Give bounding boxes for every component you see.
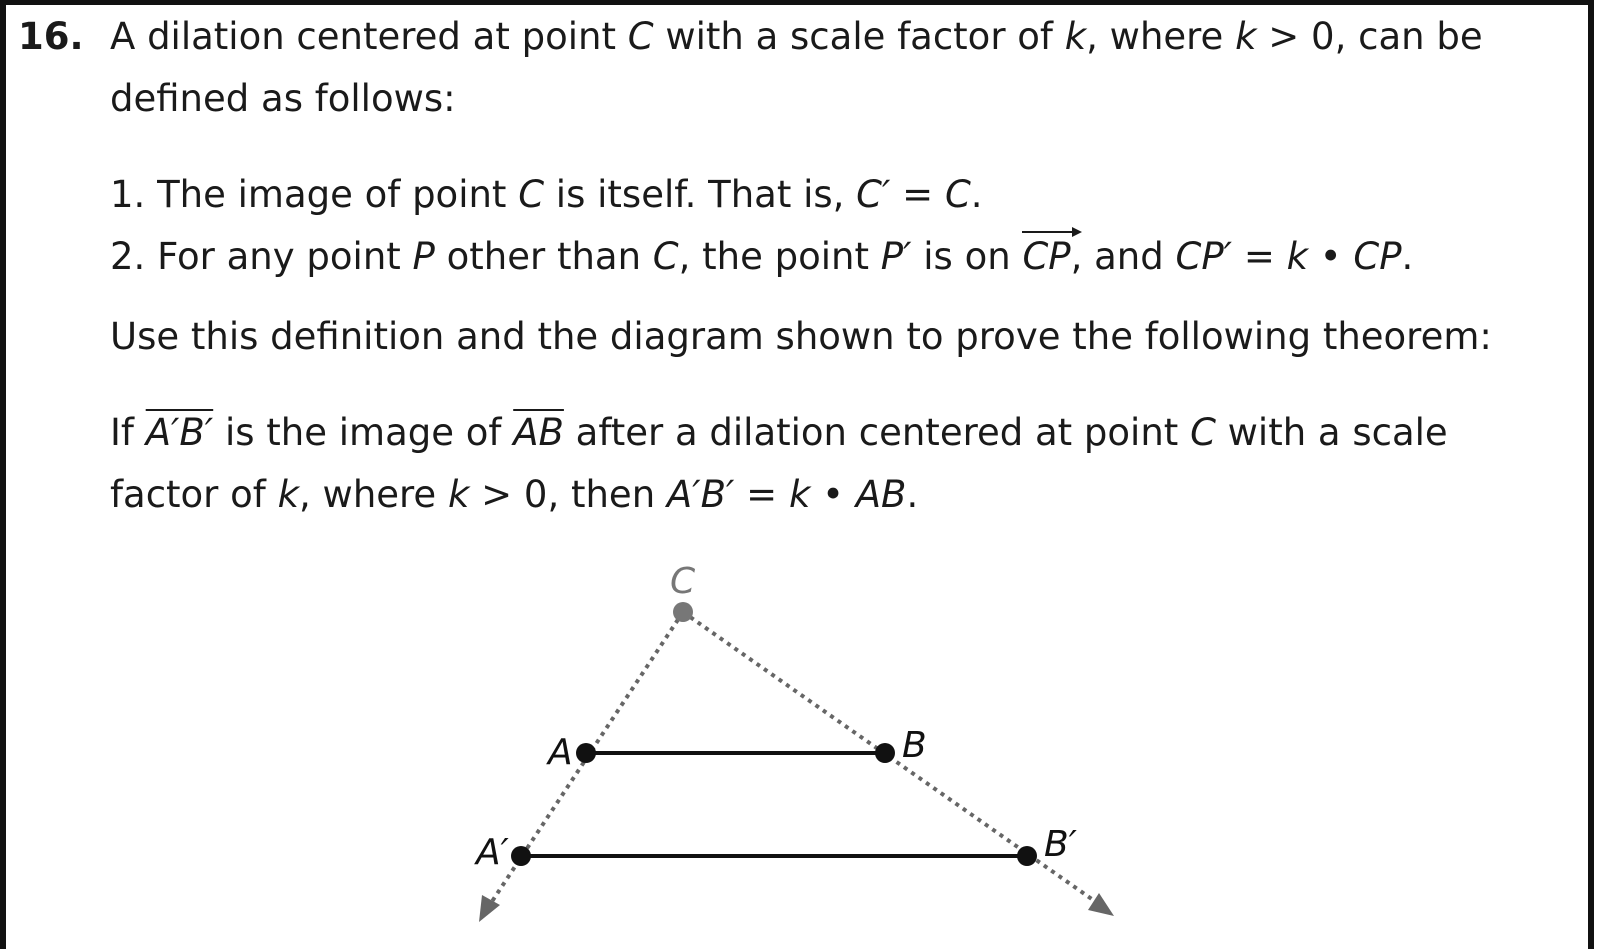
ray-cp: CP	[1022, 238, 1070, 275]
ray-arrowhead-left-icon	[479, 895, 500, 922]
label-c: C	[670, 561, 696, 602]
point-c	[673, 602, 693, 622]
instruction: Use this definition and the diagram shown to prove the following theorem:	[110, 315, 1492, 358]
intro-line-2: defined as follows:	[110, 77, 456, 120]
question-number: 16.	[18, 15, 84, 58]
label-a: A	[548, 732, 573, 773]
theorem-line-1: If A′B′ is the image of $\overline{AB}$ after a dilation centered at point C with a scale	[110, 411, 1448, 454]
intro-line-1: A dilation centered at point C with a scale factor of k, where k > 0, can be	[110, 15, 1483, 58]
label-b-prime: B′	[1044, 824, 1077, 865]
segment-a-prime-b-prime: A′B′	[145, 411, 214, 454]
theorem-line-2: factor of k, where k > 0, then A′B′ = k • AB.	[110, 473, 919, 516]
point-a	[576, 743, 596, 763]
point-b	[875, 743, 895, 763]
label-b: B	[902, 725, 927, 766]
ray-arrowhead-right-icon	[1088, 893, 1114, 916]
segment-ab: $\overline{AB}$	[513, 411, 564, 454]
point-b-prime	[1017, 846, 1037, 866]
rule-2: 2. For any point P other than C, the point P′ is on CP, and CP′ = k • CP.	[110, 238, 1413, 275]
label-a-prime: A′	[476, 832, 509, 873]
rule-1: 1. The image of point C is itself. That is, C′ = C.	[110, 173, 983, 216]
point-a-prime	[511, 846, 531, 866]
